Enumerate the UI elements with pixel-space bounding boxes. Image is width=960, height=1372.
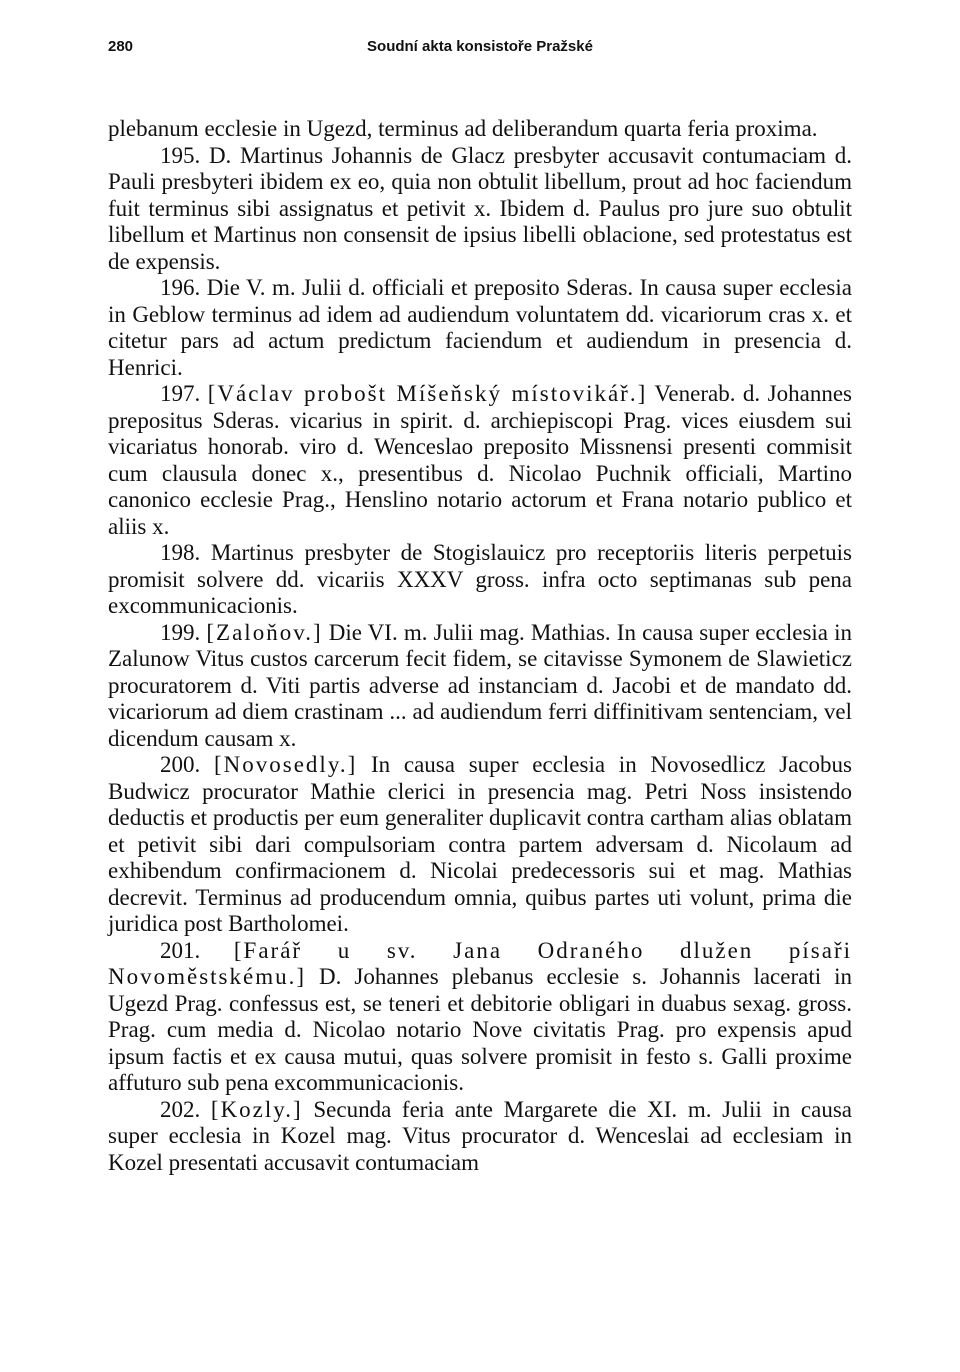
paragraph-text: 195. D. Martinus Johannis de Glacz presbyter accusavit contumaciam d. Pauli presbyteri ibidem ex eo, quia non obtulit libellum, prout ad hoc faciendum fuit terminus sibi assignatus et petivit x. Ibidem d. Paulus pro jure suo obtulit libellum et Martinus non consensit de ipsius libelli oblacione, sed protestatus est de expensis. xyxy=(108,142,852,274)
entry-202 xyxy=(108,1097,852,1177)
paragraph-text: 196. Die V. m. Julii d. officiali et preposito Sderas. In causa super ecclesia in Geblow terminus ad idem ad audiendum voluntatem dd. vicariorum cras x. et citetur pars ad actum predictum faciendum et audiendum in presencia d. Henrici. xyxy=(108,275,852,380)
entry-heading: [Václav probošt Míšeňský místovikář.] xyxy=(207,381,648,406)
running-head xyxy=(108,30,852,64)
running-title: Soudní akta konsistoře Pražské xyxy=(367,38,593,55)
paragraph-text: D. Johannes plebanus ecclesie s. Johannis lacerati in Ugezd Prag. confessus est, se teneri et debitorie obligari in duabus sexag. gross. Prag. cum media d. Nicolao notario Nove civitatis Prag. pro expensis apud ipsum factis et ex causa mutui, quas solvere promisit in festo s. Galli proxime affuturo sub pena excommunicacionis. xyxy=(108,964,853,1095)
entry-number: 200. xyxy=(160,752,201,777)
entry-heading: [Zaloňov.] xyxy=(206,619,323,645)
paragraph-text: plebanum ecclesie in Ugezd, terminus ad deliberandum quarta feria proxima. xyxy=(108,116,818,141)
paragraph-continuation xyxy=(108,116,852,143)
entry-heading: [Kozly.] xyxy=(210,1096,303,1122)
entry-number: 202. xyxy=(160,1096,201,1122)
paragraph-text: Die VI. m. Julii mag. Mathias. In causa super ecclesia in Zalunow Vitus custos carcerum fecit fidem, se citavisse Symonem de Slawieticz procuratorem d. Viti partis adverse ad instanciam d. Jacobi et de mandato dd. vicariorum ad diem crastinam ... ad audiendum ferri diffinitivam sentenciam, vel dicendum causam x. xyxy=(108,619,853,751)
entry-number: 201. xyxy=(160,937,201,963)
entry-201 xyxy=(108,938,852,1097)
entry-heading: [Novosedly.] xyxy=(214,752,358,777)
entry-number: 199. xyxy=(160,619,201,645)
document-page xyxy=(108,30,852,1176)
paragraph-text: Venerab. d. Johannes prepositus Sderas. vicarius in spirit. d. archiepiscopi Prag. vices eiusdem sui vicariatus honorab. viro d. Wenceslao preposito Missnensi presenti commisit cum clausula donec x., presentibus d. Nicolao Puchnik officiali, Martino canonico ecclesie Prag., Henslino notario actorum et Frana notario publico et aliis x. xyxy=(108,381,852,539)
entry-197 xyxy=(108,381,852,540)
entry-199 xyxy=(108,620,852,753)
document-body xyxy=(108,116,852,1176)
page-number: 280 xyxy=(108,38,134,55)
paragraph-text: Secunda feria ante Margarete die XI. m. Julii in causa super ecclesia in Kozel mag. Vitus procurator d. Wenceslai ad ecclesiam in Kozel presentati accusavit contumaciam xyxy=(108,1096,852,1175)
paragraph-text: 198. Martinus presbyter de Stogislauicz pro receptoriis literis perpetuis promisit solvere dd. vicariis XXXV gross. infra octo septimanas sub pena excommunicacionis. xyxy=(108,540,852,618)
entry-195 xyxy=(108,143,852,276)
entry-196 xyxy=(108,275,852,381)
entry-number: 197. xyxy=(160,381,201,406)
entry-198 xyxy=(108,540,852,620)
entry-200 xyxy=(108,752,852,938)
entry-heading: [Farář u sv. Jana Odraného dlužen písaři Novoměstskému.] xyxy=(108,937,853,989)
paragraph-text: In causa super ecclesia in Novosedlicz Jacobus Budwicz procurator Mathie clerici in presencia mag. Petri Noss insistendo deductis et productis per eum generaliter duplicavit contra cartham alias oblatam et petivit sibi dari compulsoriam contra partem adversam d. Nicolaum ad exhibendum confirmacionem d. Nicolai predecessoris sui et mag. Mathias decrevit. Terminus ad producendum omnia, quibus partes uti volunt, prima die juridica post Bartholomei. xyxy=(108,752,852,936)
